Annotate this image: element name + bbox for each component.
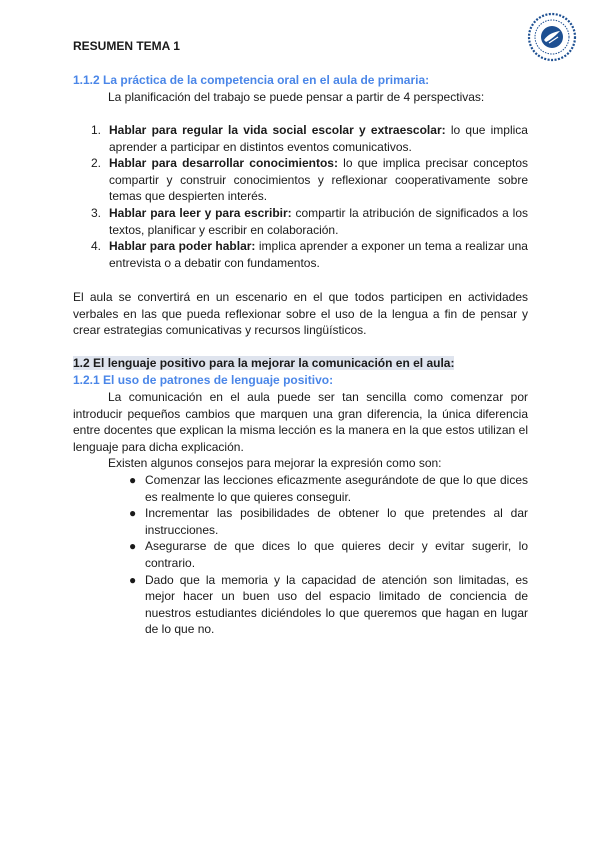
list-item: 2. Hablar para desarrollar conocimientos: lo que implica precisar conceptos compartir y construir conocimientos y reflexionar cooperativamente sobre temas que despierten interés. (91, 156, 528, 204)
list-item: ● Comenzar las lecciones eficazmente asegurándote de que lo que dices es realmente lo que quieres conseguir. (129, 473, 528, 504)
body-paragraph: La comunicación en el aula puede ser tan sencilla como comenzar por introducir pequeños cambios que marquen una gran diferencia, la única diferencia entre docentes que explican la misma lección es la manera en la que estos utilizan el lenguaje para dicha explicación. (73, 390, 528, 454)
bullet-icon: ● (129, 572, 137, 587)
university-seal-icon (527, 12, 577, 62)
section-heading-1-1-2: 1.1.2 La práctica de la competencia oral en el aula de primaria: (73, 73, 430, 87)
tips-list (73, 472, 528, 638)
closing-paragraph: El aula se convertirá en un escenario en el que todos participen en actividades verbales en las que pueda reflexionar sobre el uso de la lengua a fin de pensar y crear estrategias comunicativas y recursos lingüísticos. (73, 290, 528, 338)
list-item: 1. Hablar para regular la vida social escolar y extraescolar: lo que implica aprender a participar en distintos eventos comunicativos. (91, 123, 528, 154)
section-intro: La planificación del trabajo se puede pensar a partir de 4 perspectivas: (108, 90, 485, 104)
list-item: ● Incrementar las posibilidades de obtener lo que pretendes al dar instrucciones. (129, 506, 528, 537)
bullet-icon: ● (129, 506, 137, 521)
list-item: ● Dado que la memoria y la capacidad de atención son limitadas, es mejor hacer un buen uso del espacio limitado de conciencia de nuestros estudiantes diciéndoles lo que queremos que hagan en lugar de lo que no. (129, 572, 528, 637)
list-item: ● Asegurarse de que dices lo que quieres decir y evitar sugerir, lo contrario. (129, 539, 528, 570)
document-title: RESUMEN TEMA 1 (73, 39, 180, 53)
list-item: 4. Hablar para poder hablar: implica aprender a exponer un tema a realizar una entrevista o a debatir con fundamentos. (91, 239, 528, 270)
bullet-icon: ● (129, 539, 137, 554)
list-item: 3. Hablar para leer y para escribir: compartir la atribución de significados a los textos, planificar y escribir en colaboración. (91, 205, 529, 237)
bullet-icon: ● (129, 473, 137, 487)
perspectives-list (73, 122, 528, 271)
section-heading-1-2-1: 1.2.1 El uso de patrones de lenguaje positivo: (73, 373, 334, 387)
section-heading-1-2: 1.2 El lenguaje positivo para la mejorar la comunicación en el aula: (73, 356, 455, 370)
body-paragraph: Existen algunos consejos para mejorar la expresión como son: (108, 456, 442, 470)
